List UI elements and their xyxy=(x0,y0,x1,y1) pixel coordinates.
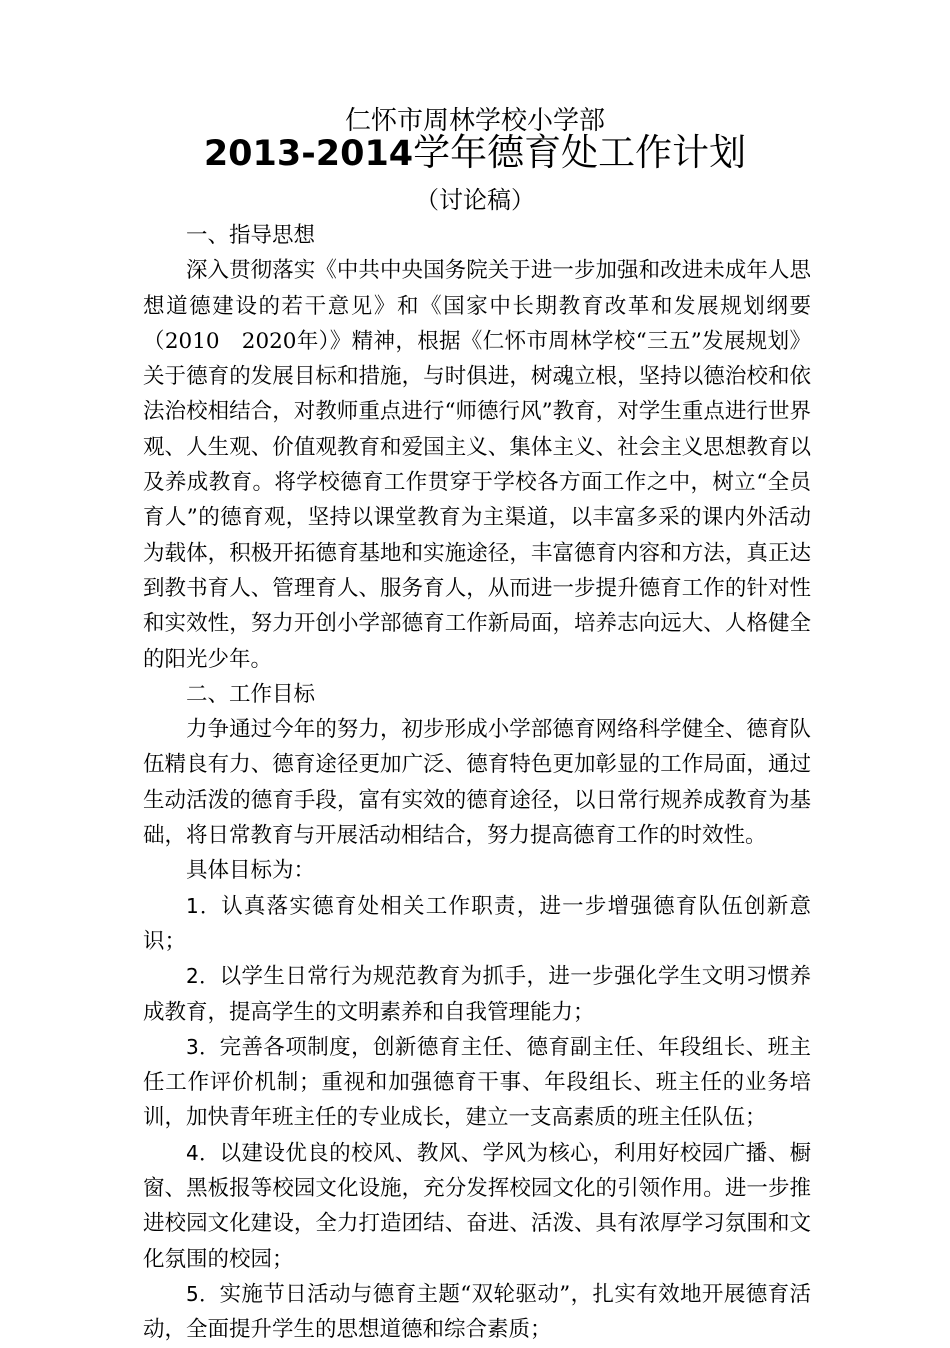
goal-item-text: 以建设优良的校风、教风、学风为核心，利用好校园广播、橱窗、黑板报等校园文化设施，充分发挥校园文化的引领作用。进一步推进校园文化建设，全力打造团结、奋进、活泼、具有浓厚学习氛围和文化氛围的校园； xyxy=(143,1140,811,1272)
goal-item-number: 4． xyxy=(186,1140,220,1165)
document-body xyxy=(143,218,811,1348)
document-title xyxy=(0,130,950,177)
title-text: 学年德育处工作计划 xyxy=(413,131,747,174)
paragraph-goals: 力争通过今年的努力，初步形成小学部德育网络科学健全、德育队伍精良有力、德育途径更加广泛、德育特色更加彰显的工作局面，通过生动活泼的德育手段，富有实效的德育途径，以日常行规养成教育为基础，将日常教育与开展活动相结合，努力提高德育工作的时效性。 xyxy=(143,717,811,849)
specific-goals-label: 具体目标为： xyxy=(186,858,316,884)
goal-item xyxy=(143,959,811,1030)
goal-item-number: 5． xyxy=(186,1281,220,1306)
goal-item-text: 认真落实德育处相关工作职责，进一步增强德育队伍创新意识； xyxy=(143,893,811,954)
goal-item-number: 1． xyxy=(186,893,222,918)
goal-item xyxy=(143,1136,811,1277)
section-heading-guiding: 一、指导思想 xyxy=(186,223,316,248)
title-year: 2013-2014 xyxy=(203,134,414,174)
goal-item xyxy=(143,1277,811,1348)
section-heading-goals: 二、工作目标 xyxy=(186,681,316,707)
goal-item xyxy=(143,1030,811,1136)
goal-item xyxy=(143,889,811,960)
paragraph-guiding: 深入贯彻落实《中共中央国务院关于进一步加强和改进未成年人思想道德建设的若干意见》和《国家中长期教育改革和发展规划纲要（2010 2020年）》精神，根据《仁怀市周林学校“三五”发展规划》关于德育的发展目标和措施，与时俱进，树魂立根，坚持以德治校和依法治校相结合，对教师重点进行“师德行风”教育，对学生重点进行世界观、人生观、价值观教育和爱国主义、集体主义、社会主义思想教育以及养成教育。将学校德育工作贯穿于学校各方面工作之中，树立“全员育人”的德育观，坚持以课堂教育为主渠道，以丰富多采的课内外活动为载体，积极开拓德育基地和实施途径，丰富德育内容和方法，真正达到教书育人、管理育人、服务育人，从而进一步提升德育工作的针对性和实效性，努力开创小学部德育工作新局面，培养志向远大、人格健全的阳光少年。 xyxy=(143,258,811,672)
document-subtitle: （讨论稿） xyxy=(415,186,535,214)
school-name: 仁怀市周林学校小学部 xyxy=(344,106,605,136)
goal-item-number: 2． xyxy=(186,964,220,989)
goal-item-number: 3． xyxy=(186,1034,220,1059)
goal-item-text: 以学生日常行为规范教育为抓手，进一步强化学生文明习惯养成教育，提高学生的文明素养和自我管理能力； xyxy=(143,964,811,1025)
goal-item-text: 实施节日活动与德育主题“双轮驱动”，扎实有效地开展德育活动，全面提升学生的思想道德和综合素质； xyxy=(143,1281,811,1343)
goal-item-text: 完善各项制度，创新德育主任、德育副主任、年段组长、班主任工作评价机制；重视和加强德育干事、年段组长、班主任的业务培训，加快青年班主任的专业成长，建立一支高素质的班主任队伍； xyxy=(143,1034,811,1131)
